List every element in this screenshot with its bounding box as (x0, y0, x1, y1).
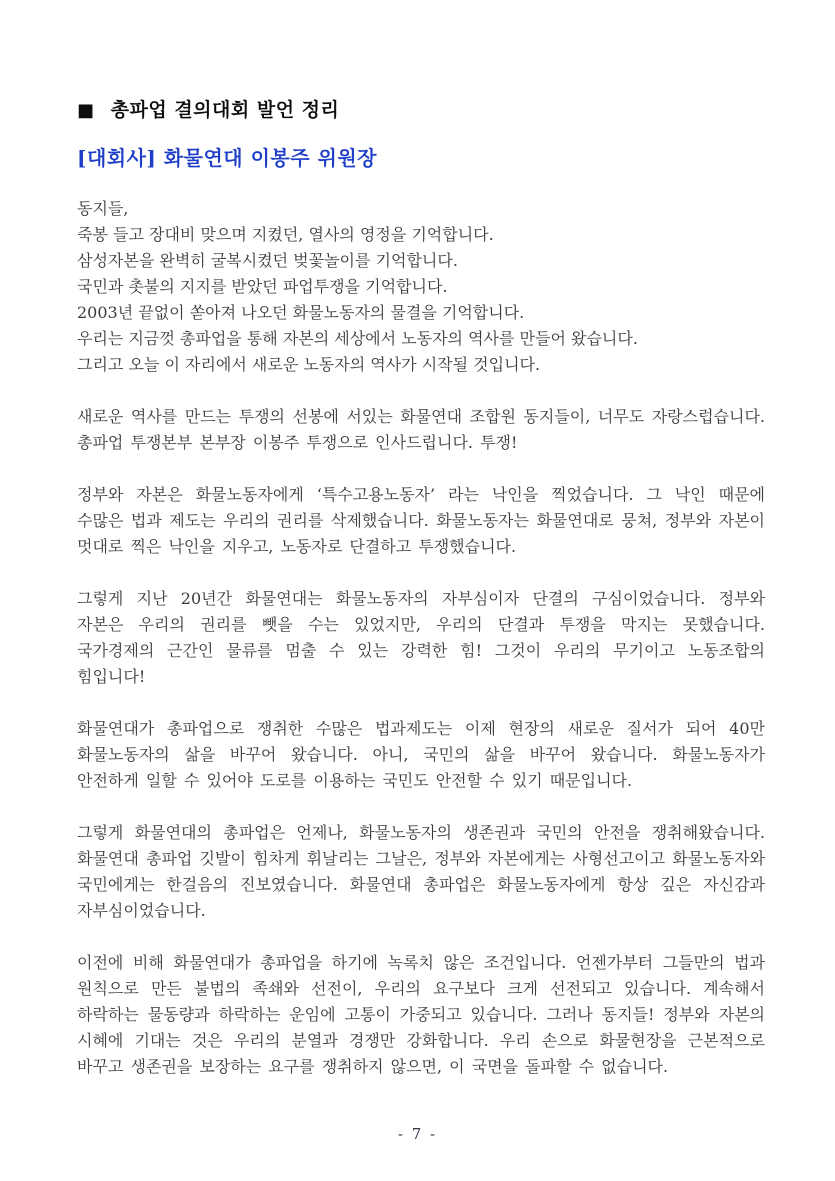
speaker-heading: [대회사] 화물연대 이봉주 위원장 (77, 146, 377, 170)
speech-paragraph: 그렇게 화물연대의 총파업은 언제나, 화물노동자의 생존권과 국민의 안전을 쟁취해왔습니다. 화물연대 총파업 깃발이 힘차게 휘날리는 그날은, 정부와 자본에게는 사형선고이고 화물노동자와 국민에게는 한걸음의 진보였습니다. 화물연대 총파업은 화물노동자에게 항상 깊은 자신감과 자부심이었습니다. (77, 823, 765, 920)
intro-block (77, 196, 765, 378)
speech-paragraph: 새로운 역사를 만드는 투쟁의 선봉에 서있는 화물연대 조합원 동지들이, 너무도 자랑스럽습니다. 총파업 투쟁본부 본부장 이봉주 투쟁으로 인사드립니다. 투쟁! (77, 407, 765, 452)
speech-line: 삼성자본을 완벽히 굴복시켰던 벚꽃놀이를 기억합니다. (77, 251, 458, 270)
speech-paragraph: 화물연대가 총파업으로 쟁취한 수많은 법과제도는 이제 현장의 새로운 질서가 되어 40만 화물노동자의 삶을 바꾸어 왔습니다. 아니, 국민의 삶을 바꾸어 왔습니다. 화물노동자가 안전하게 일할 수 있어야 도로를 이용하는 국민도 안전할 수 있기 때문입니다. (77, 719, 765, 790)
speech-paragraph: 그렇게 지난 20년간 화물연대는 화물노동자의 자부심이자 단결의 구심이었습니다. 정부와 자본은 우리의 권리를 뺏을 수는 있었지만, 우리의 단결과 투쟁을 막지는 못했습니다. 국가경제의 근간인 물류를 멈출 수 있는 강력한 힘! 그것이 우리의 무기이고 노동조합의 힘입니다! (77, 589, 765, 686)
speech-paragraph: 이전에 비해 화물연대가 총파업을 하기에 녹록치 않은 조건입니다. 언젠가부터 그들만의 법과 원칙으로 만든 불법의 족쇄와 선전이, 우리의 요구보다 크게 선전되고 있습니다. 계속해서 하락하는 물동량과 하락하는 운임에 고통이 가중되고 있습니다. 그러나 동지들! 정부와 자본의 시혜에 기대는 것은 우리의 분열과 경쟁만 강화합니다. 우리 손으로 화물현장을 근본적으로 바꾸고 생존권을 보장하는 요구를 쟁취하지 않으면, 이 국면을 돌파할 수 없습니다. (77, 953, 765, 1076)
square-bullet-icon: ■ (77, 100, 95, 121)
speech-line: 동지들, (77, 199, 129, 218)
section-title-text: 총파업 결의대회 발언 정리 (110, 99, 340, 121)
speech-line: 2003년 끝없이 쏟아져 나오던 화물노동자의 물결을 기억합니다. (77, 303, 525, 322)
speech-line: 우리는 지금껏 총파업을 통해 자본의 세상에서 노동자의 역사를 만들어 왔습니다. (77, 329, 638, 348)
speech-line: 국민과 촛불의 지지를 받았던 파업투쟁을 기억합니다. (77, 277, 448, 296)
section-title (77, 98, 765, 123)
speech-line: 죽봉 들고 장대비 맞으며 지켰던, 열사의 영정을 기억합니다. (77, 225, 494, 244)
page-number: - 7 - (397, 1125, 438, 1143)
speech-paragraph: 정부와 자본은 화물노동자에게 ‘특수고용노동자’ 라는 낙인을 찍었습니다. 그 낙인 때문에 수많은 법과 제도는 우리의 권리를 삭제했습니다. 화물노동자는 화물연대로 뭉쳐, 정부와 자본이 멋대로 찍은 낙인을 지우고, 노동자로 단결하고 투쟁했습니다. (77, 485, 765, 556)
speech-line: 그리고 오늘 이 자리에서 새로운 노동자의 역사가 시작될 것입니다. (77, 355, 541, 374)
